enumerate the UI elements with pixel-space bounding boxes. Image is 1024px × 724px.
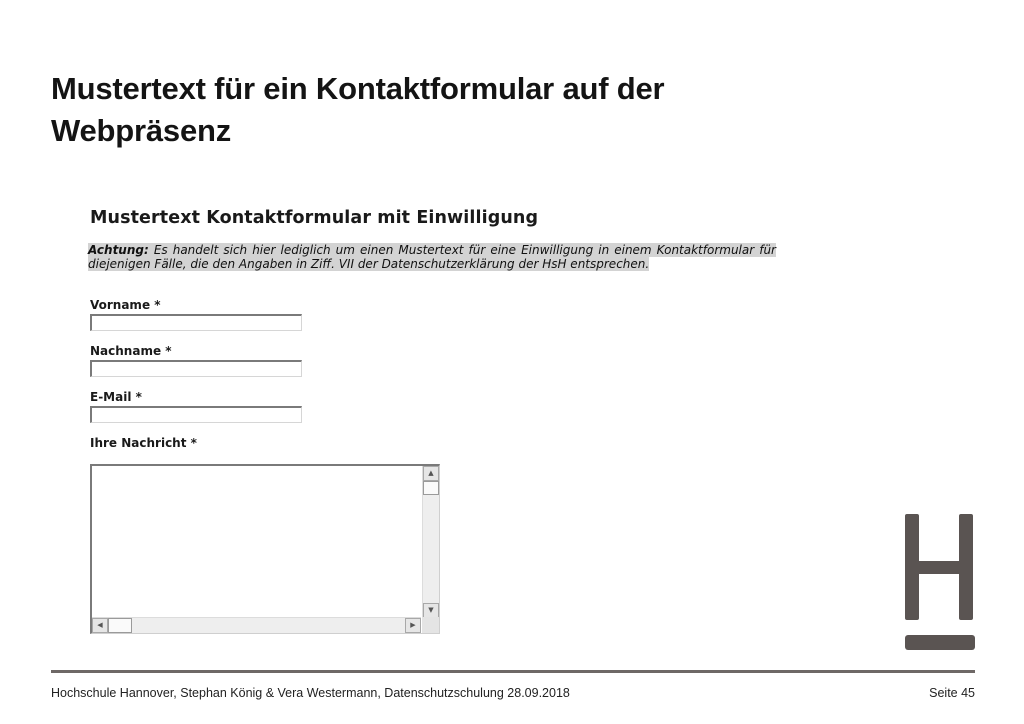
vorname-input[interactable] [90,314,302,331]
contact-form-screenshot [88,200,788,645]
nachricht-label: Ihre Nachricht * [90,436,197,450]
vertical-scrollbar[interactable] [422,466,439,618]
scroll-down-arrow-icon[interactable]: ▼ [423,603,439,618]
page-number: Seite 45 [929,686,975,700]
horizontal-scrollbar[interactable] [92,617,421,633]
scroll-up-arrow-icon[interactable]: ▲ [423,466,439,481]
nachname-label: Nachname * [90,344,172,358]
nachricht-textarea-frame [90,464,440,634]
email-input[interactable] [90,406,302,423]
nachname-input[interactable] [90,360,302,377]
scrollbar-corner [422,617,439,633]
vorname-label: Vorname * [90,298,161,312]
notice-text [88,244,776,271]
form-heading: Mustertext Kontaktformular mit Einwilligung [90,208,539,228]
h-logo-icon [905,514,975,652]
scroll-left-arrow-icon[interactable]: ◀ [92,618,108,633]
notice-body: Es handelt sich hier lediglich um einen Mustertext für eine Einwilligung in einem Kontaktformular für diejenigen Fälle, die den Angaben in Ziff. VII der Datenschutzerklärung der HsH entsprechen. [88,243,776,271]
scroll-right-arrow-icon[interactable]: ▶ [405,618,421,633]
email-label: E-Mail * [90,390,142,404]
vertical-scroll-thumb[interactable] [423,481,439,495]
slide-title: Mustertext für ein Kontaktformular auf der Webpräsenz [51,71,665,148]
footer-divider [51,670,975,673]
horizontal-scroll-thumb[interactable] [108,618,132,633]
footer-credits: Hochschule Hannover, Stephan König & Vera Westermann, Datenschutzschulung 28.09.2018 [51,686,570,700]
notice-label: Achtung: [88,243,149,257]
nachricht-textarea[interactable] [92,466,421,618]
